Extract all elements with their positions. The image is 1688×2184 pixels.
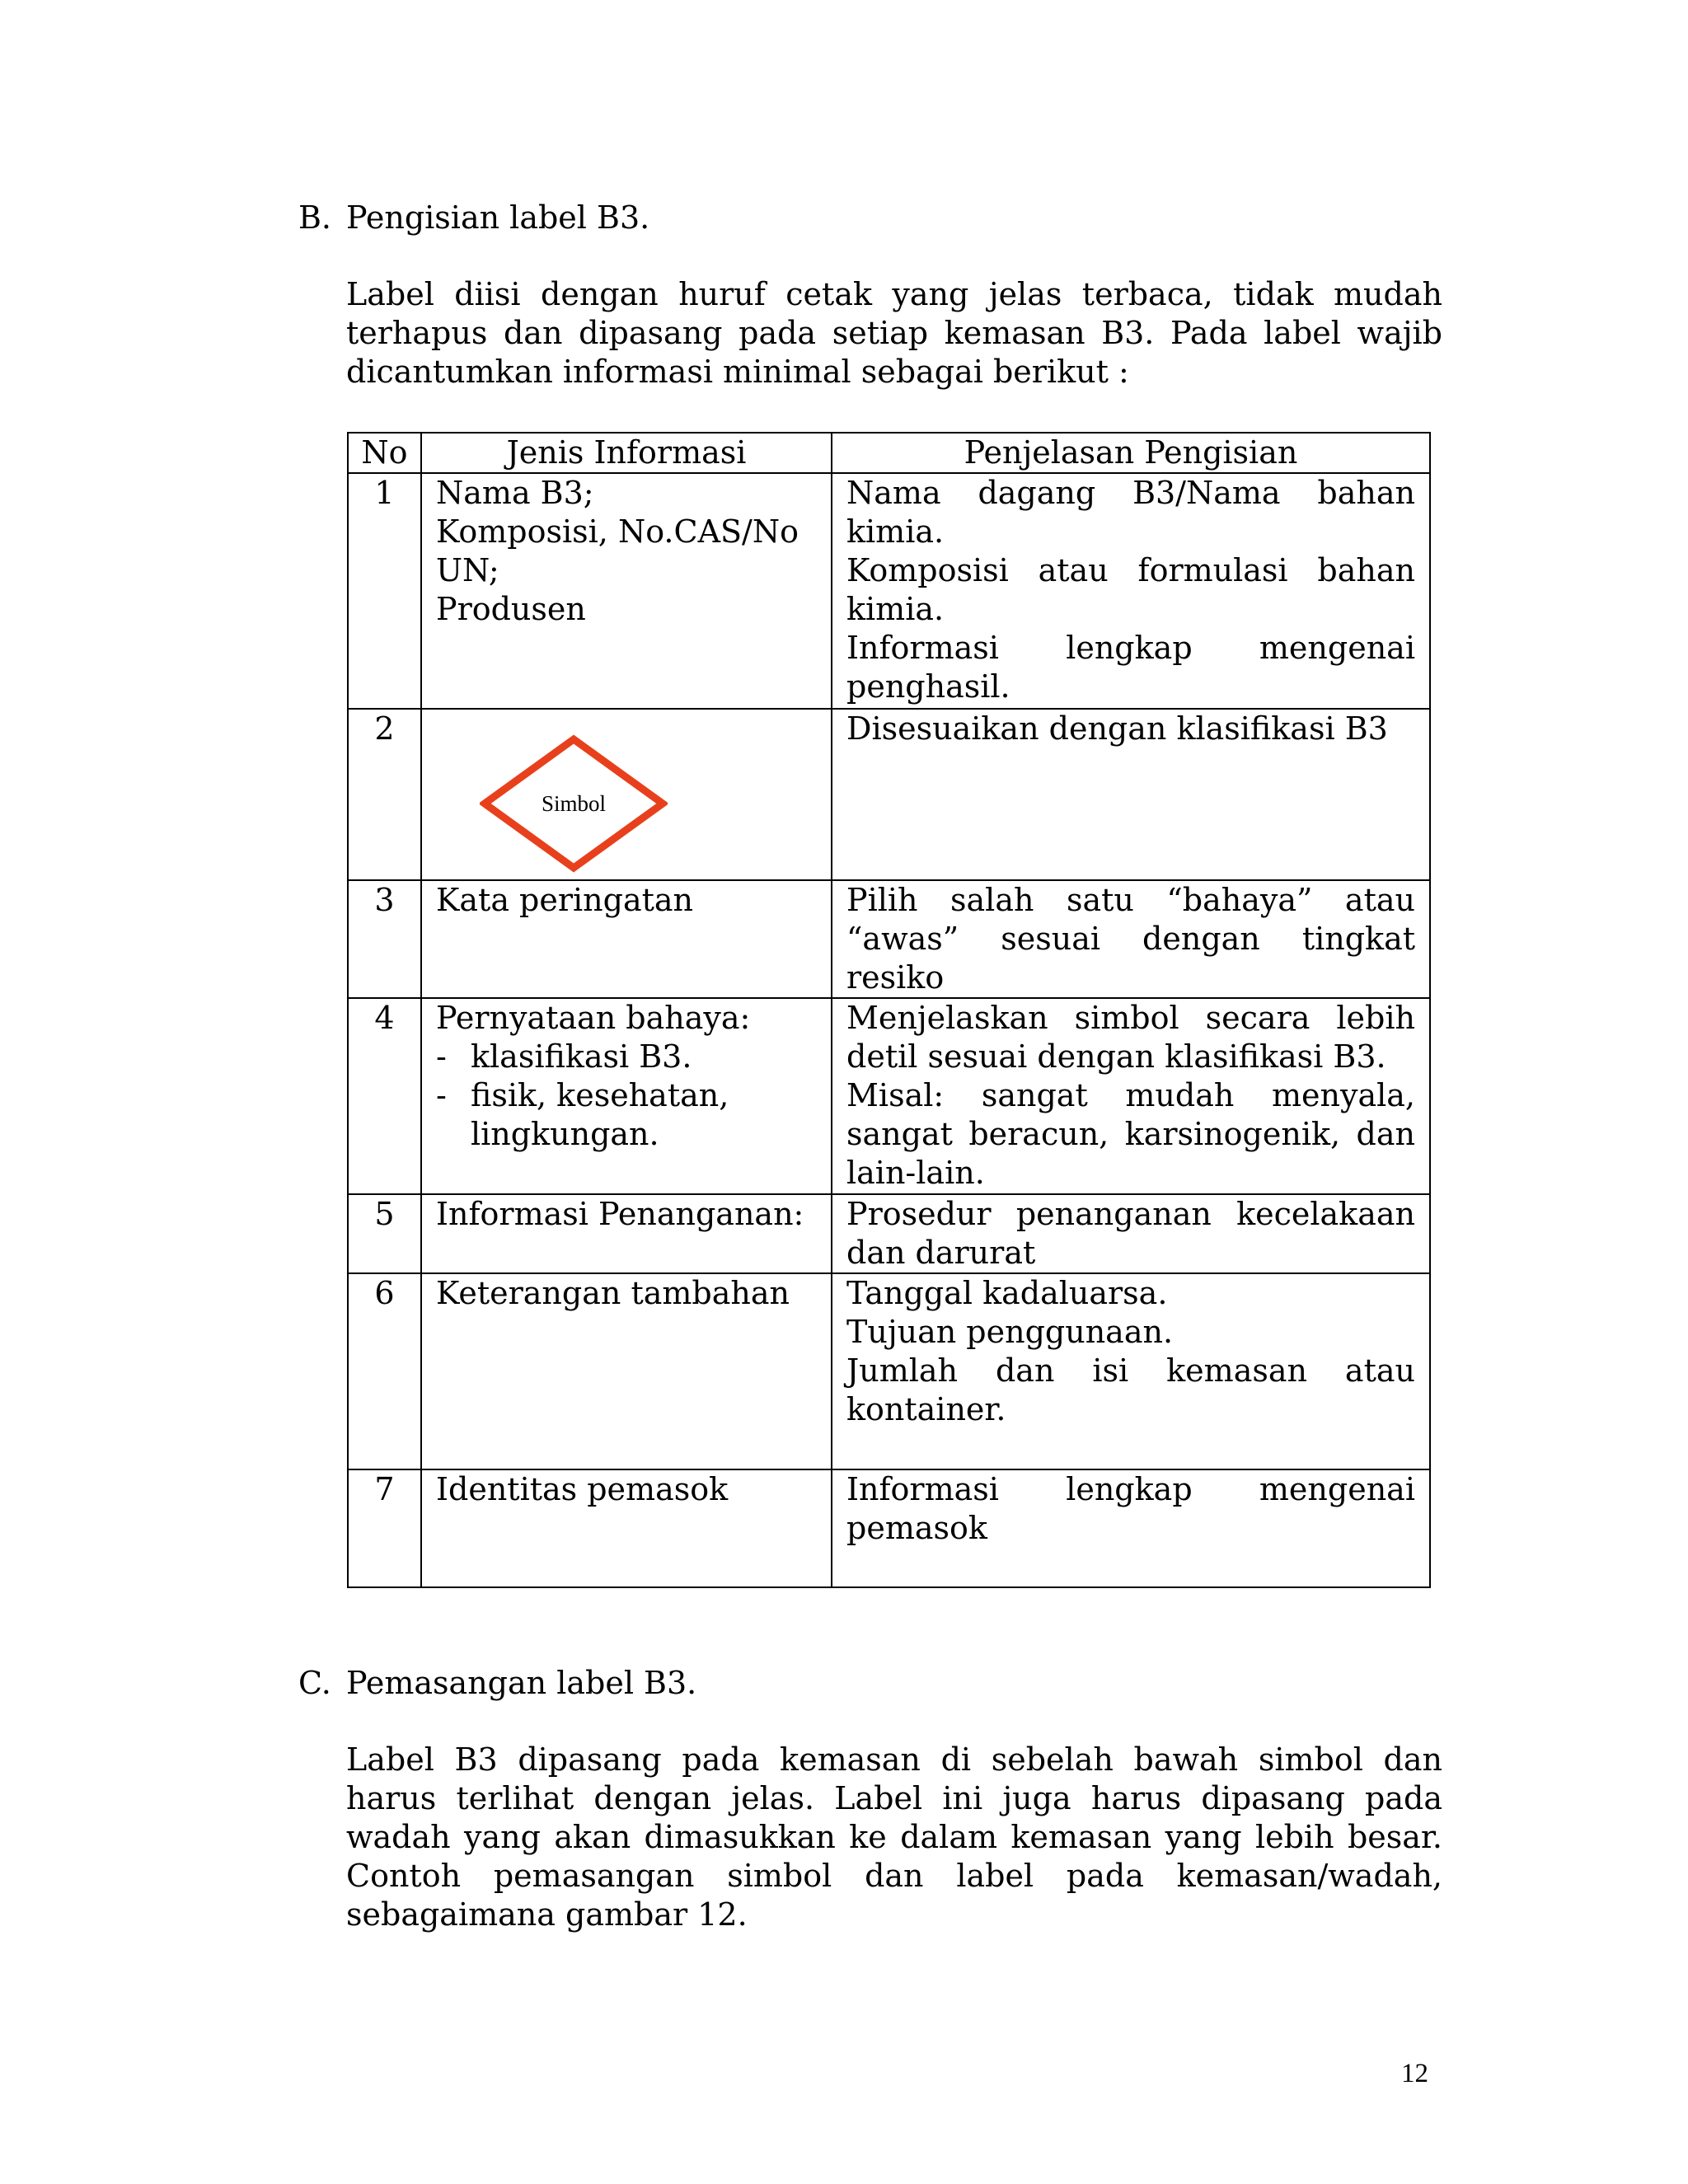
table-header-row	[348, 433, 1430, 473]
label-info-table	[347, 432, 1431, 1588]
table-row	[348, 709, 1430, 880]
bullet-item	[436, 1076, 817, 1154]
row-number: 4	[348, 998, 421, 1194]
penjelasan-cell	[832, 473, 1430, 709]
penjelasan-line: Misal: sangat mudah menyala, sangat beracun, karsinogenik, dan lain-lain.	[846, 1077, 1415, 1191]
penjelasan-line: Informasi lengkap mengenai penghasil.	[846, 630, 1415, 705]
penjelasan-cell	[832, 998, 1430, 1194]
jenis-informasi-cell	[421, 1273, 832, 1469]
bullet-text: klasifikasi B3.	[471, 1038, 692, 1075]
hazard-symbol	[422, 710, 831, 879]
table-row	[348, 1273, 1430, 1469]
section-b-letter: B.	[298, 199, 332, 236]
penjelasan-cell	[832, 709, 1430, 880]
section-c-heading	[298, 1663, 696, 1703]
jenis-line: Komposisi, No.CAS/No UN;	[436, 513, 799, 588]
penjelasan-line: Nama dagang B3/Nama bahan kimia.	[846, 475, 1415, 550]
jenis-informasi-cell	[421, 709, 832, 880]
section-c-title: Pemasangan label B3.	[346, 1665, 697, 1701]
jenis-line: Produsen	[436, 591, 586, 627]
penjelasan-line: Komposisi atau formulasi bahan kimia.	[846, 552, 1415, 627]
penjelasan-line: Tujuan penggunaan.	[846, 1314, 1174, 1350]
section-b-heading	[298, 198, 649, 237]
section-b-paragraph: Label diisi dengan huruf cetak yang jelas terbaca, tidak mudah terhapus dan dipasang pada setiap kemasan B3. Pada label wajib dicantumkan informasi minimal sebagai berikut :	[346, 276, 1442, 390]
table-row	[348, 998, 1430, 1194]
section-c-paragraph: Label B3 dipasang pada kemasan di sebelah bawah simbol dan harus terlihat dengan jelas. Label ini juga harus dipasang pada wadah yang akan dimasukkan ke dalam kemasan yang lebih besar. Contoh pemasangan simbol dan label pada kemasan/wadah, sebagaimana gambar 12.	[346, 1741, 1442, 1933]
section-b-title: Pengisian label B3.	[346, 199, 650, 236]
jenis-informasi-cell	[421, 880, 832, 998]
penjelasan-cell	[832, 1469, 1430, 1587]
jenis-line: Keterangan tambahan	[436, 1275, 790, 1311]
penjelasan-cell	[832, 1194, 1430, 1273]
jenis-informasi-cell	[421, 473, 832, 709]
penjelasan-cell	[832, 1273, 1430, 1469]
jenis-informasi-cell	[421, 1194, 832, 1273]
page-number: 12	[1401, 2059, 1428, 2088]
table-row	[348, 880, 1430, 998]
jenis-informasi-cell	[421, 1469, 832, 1587]
header-jenis-informasi: Jenis Informasi	[421, 433, 832, 473]
row-number: 1	[348, 473, 421, 709]
jenis-line: Kata peringatan	[436, 882, 694, 918]
header-no: No	[348, 433, 421, 473]
bullet-text: fisik, kesehatan, lingkungan.	[471, 1077, 729, 1152]
penjelasan-cell	[832, 880, 1430, 998]
jenis-line: Nama B3;	[436, 475, 594, 511]
bullet-dash: -	[436, 1077, 447, 1113]
jenis-line: Informasi Penanganan:	[436, 1196, 804, 1232]
penjelasan-line: Disesuaikan dengan klasifikasi B3	[846, 710, 1388, 747]
bullet-dash: -	[436, 1038, 447, 1075]
row-number: 5	[348, 1194, 421, 1273]
jenis-line: Pernyataan bahaya:	[436, 1000, 751, 1036]
row-number: 3	[348, 880, 421, 998]
jenis-informasi-cell	[421, 998, 832, 1194]
table-row	[348, 1469, 1430, 1587]
row-number: 6	[348, 1273, 421, 1469]
header-penjelasan-pengisian: Penjelasan Pengisian	[832, 433, 1430, 473]
symbol-label: Simbol	[541, 791, 607, 816]
penjelasan-line: Menjelaskan simbol secara lebih detil sesuai dengan klasifikasi B3.	[846, 1000, 1415, 1075]
bullet-item	[436, 1038, 817, 1076]
penjelasan-line: Tanggal kadaluarsa.	[846, 1275, 1168, 1311]
table-row	[348, 473, 1430, 709]
section-c-letter: C.	[298, 1665, 331, 1701]
penjelasan-line: Pilih salah satu “bahaya” atau “awas” sesuai dengan tingkat resiko	[846, 882, 1415, 996]
penjelasan-line: Jumlah dan isi kemasan atau kontainer.	[846, 1352, 1415, 1427]
penjelasan-line: Prosedur penanganan kecelakaan dan darurat	[846, 1196, 1415, 1271]
row-number: 7	[348, 1469, 421, 1587]
table-row	[348, 1194, 1430, 1273]
row-number: 2	[348, 709, 421, 880]
penjelasan-line: Informasi lengkap mengenai pemasok	[846, 1471, 1415, 1546]
jenis-line: Identitas pemasok	[436, 1471, 729, 1507]
